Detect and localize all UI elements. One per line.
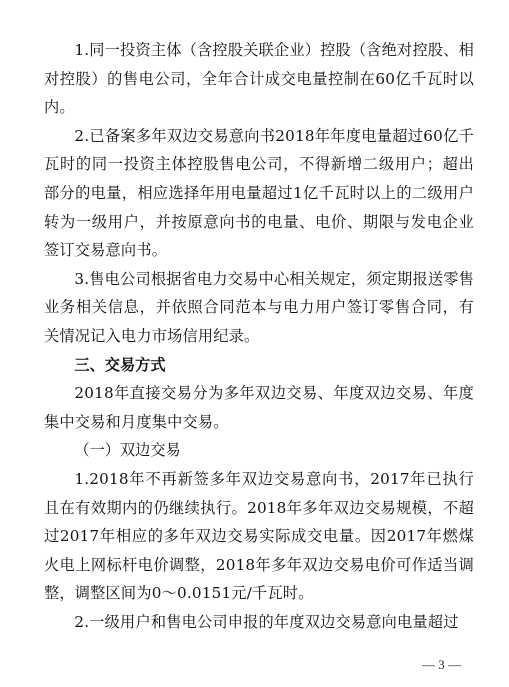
subsection-item-2: 2.一级用户和售电公司申报的年度双边交易意向电量超过 [74, 612, 459, 631]
subsection-heading: （一）双边交易 [74, 441, 181, 460]
section-intro: 2018年直接交易分为多年双边交易、年度双边交易、年度集中交易和月度集中交易。 [44, 384, 474, 431]
subsection-item-1: 1.2018年不再新签多年双边交易意向书，2017年已执行且在有效期内的仍继续执行。2018年多年双边交易规模，不超过2017年相应的多年双边交易实际成交电量。因2017年燃煤火电上网标杆电价调整，2018年多年双边交易电价可作适当调整，调整区间为0～0.0151元/千瓦时。 [44, 469, 474, 603]
page-number: — 3 — [422, 657, 461, 672]
document-page [44, 36, 474, 636]
paragraph-1: 1.同一投资主体（含控股关联企业）控股（含绝对控股、相对控股）的售电公司，全年合计成交电量控制在60亿千瓦时以内。 [44, 41, 474, 117]
paragraph-2: 2.已备案多年双边交易意向书2018年年度电量超过60亿千瓦时的同一投资主体控股售电公司，不得新增二级用户；超出部分的电量，相应选择年用电量超过1亿千瓦时以上的二级用户转为一级用户，并按原意向书的电量、电价、期限与发电企业签订交易意向书。 [44, 126, 474, 260]
section-heading: 三、交易方式 [74, 355, 166, 374]
paragraph-3: 3.售电公司根据省电力交易中心相关规定，须定期报送零售业务相关信息，并依照合同范本与电力用户签订零售合同，有关情况记入电力市场信用纪录。 [44, 269, 474, 345]
